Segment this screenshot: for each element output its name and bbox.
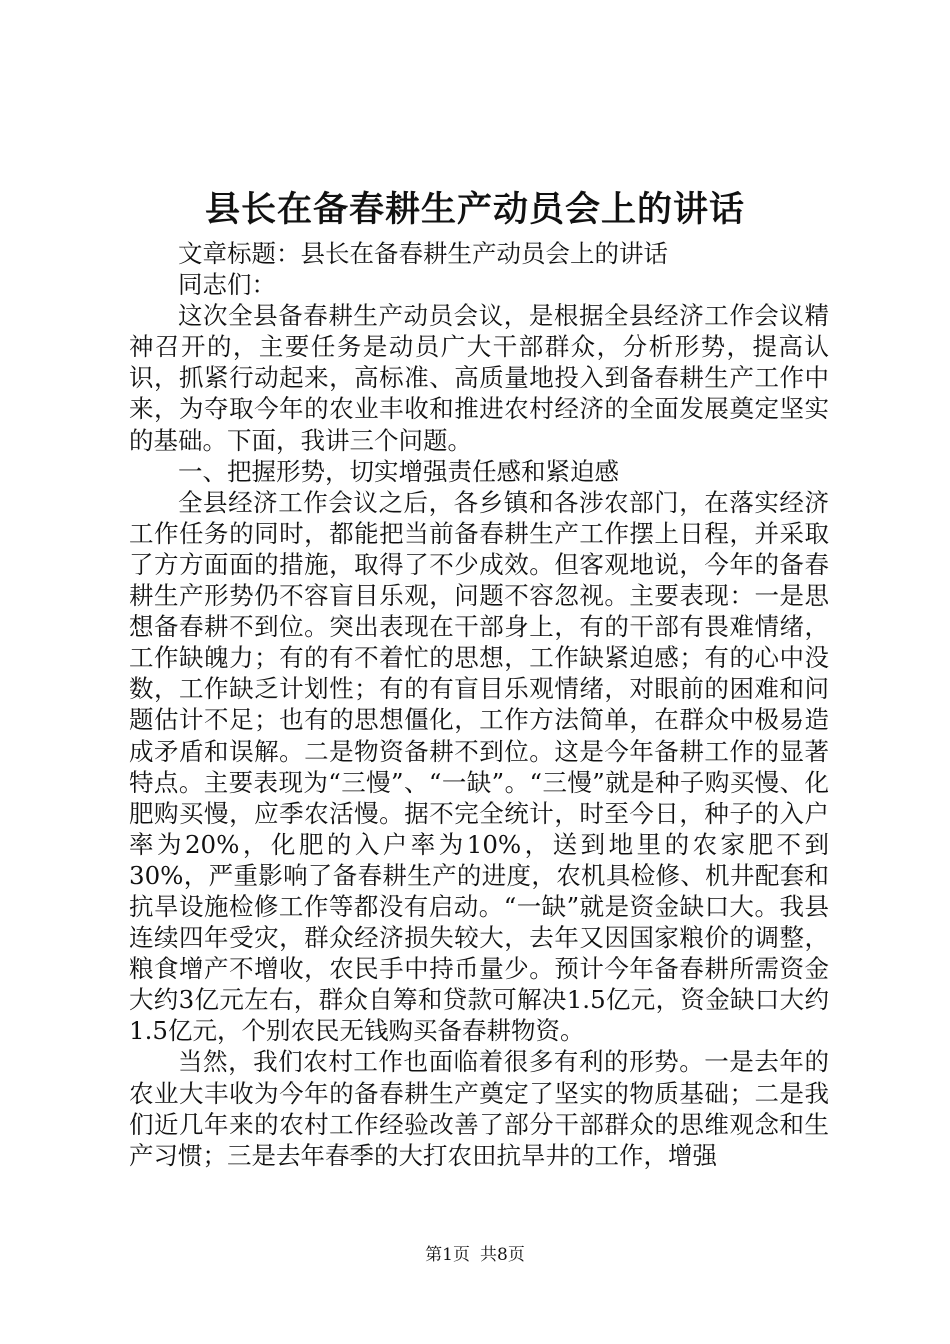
page-footer (0, 1244, 950, 1266)
page-number: 第1页 (425, 1245, 470, 1265)
salutation: 同志们： (178, 270, 276, 300)
body-paragraph: 当然，我们农村工作也面临着很多有利的形势。一是去年的农业大丰收为今年的备春耕生产奠定了坚实的物质基础；二是我们近几年来的农村工作经验改善了部分干部群众的思维观念和生产习惯；三是去年春季的大打农田抗旱井的工作，增强 (129, 1047, 829, 1170)
document-title: 县长在备春耕生产动员会上的讲话 (204, 189, 745, 230)
page-total: 共8页 (480, 1245, 525, 1265)
document-body (129, 238, 829, 1171)
body-paragraph: 这次全县备春耕生产动员会议，是根据全县经济工作会议精神召开的，主要任务是动员广大干部群众，分析形势，提高认识，抓紧行动起来，高标准、高质量地投入到备春耕生产工作中来，为夺取今年的农业丰收和推进农村经济的全面发展奠定坚实的基础。下面，我讲三个问题。 (129, 301, 829, 455)
body-paragraph: 全县经济工作会议之后，各乡镇和各涉农部门，在落实经济工作任务的同时，都能把当前备春耕生产工作摆上日程，并采取了方方面面的措施，取得了不少成效。但客观地说，今年的备春耕生产形势仍不容盲目乐观，问题不容忽视。主要表现：一是思想备春耕不到位。突出表现在干部身上，有的干部有畏难情绪，工作缺魄力；有的有不着忙的思想，工作缺紧迫感；有的心中没数，工作缺乏计划性；有的有盲目乐观情绪，对眼前的困难和问题估计不足；也有的思想僵化，工作方法简单，在群众中极易造成矛盾和误解。二是物资备耕不到位。这是今年备耕工作的显著特点。主要表现为“三慢”、“一缺”。“三慢”就是种子购买慢、化肥购买慢，应季农活慢。据不完全统计，时至今日，种子的入户率为20%，化肥的入户率为10%，送到地里的农家肥不到30%，严重影响了备春耕生产的进度，农机具检修、机井配套和抗旱设施检修工作等都没有启动。“一缺”就是资金缺口大。我县连续四年受灾，群众经济损失较大，去年又因国家粮价的调整，粮食增产不增收，农民手中持币量少。预计今年备春耕所需资金大约3亿元左右，群众自筹和贷款可解决1.5亿元，资金缺口大约1.5亿元，个别农民无钱购买备春耕物资。 (129, 487, 829, 1046)
section-heading: 一、把握形势，切实增强责任感和紧迫感 (178, 456, 619, 486)
article-title-line: 文章标题：县长在备春耕生产动员会上的讲话 (178, 239, 668, 268)
